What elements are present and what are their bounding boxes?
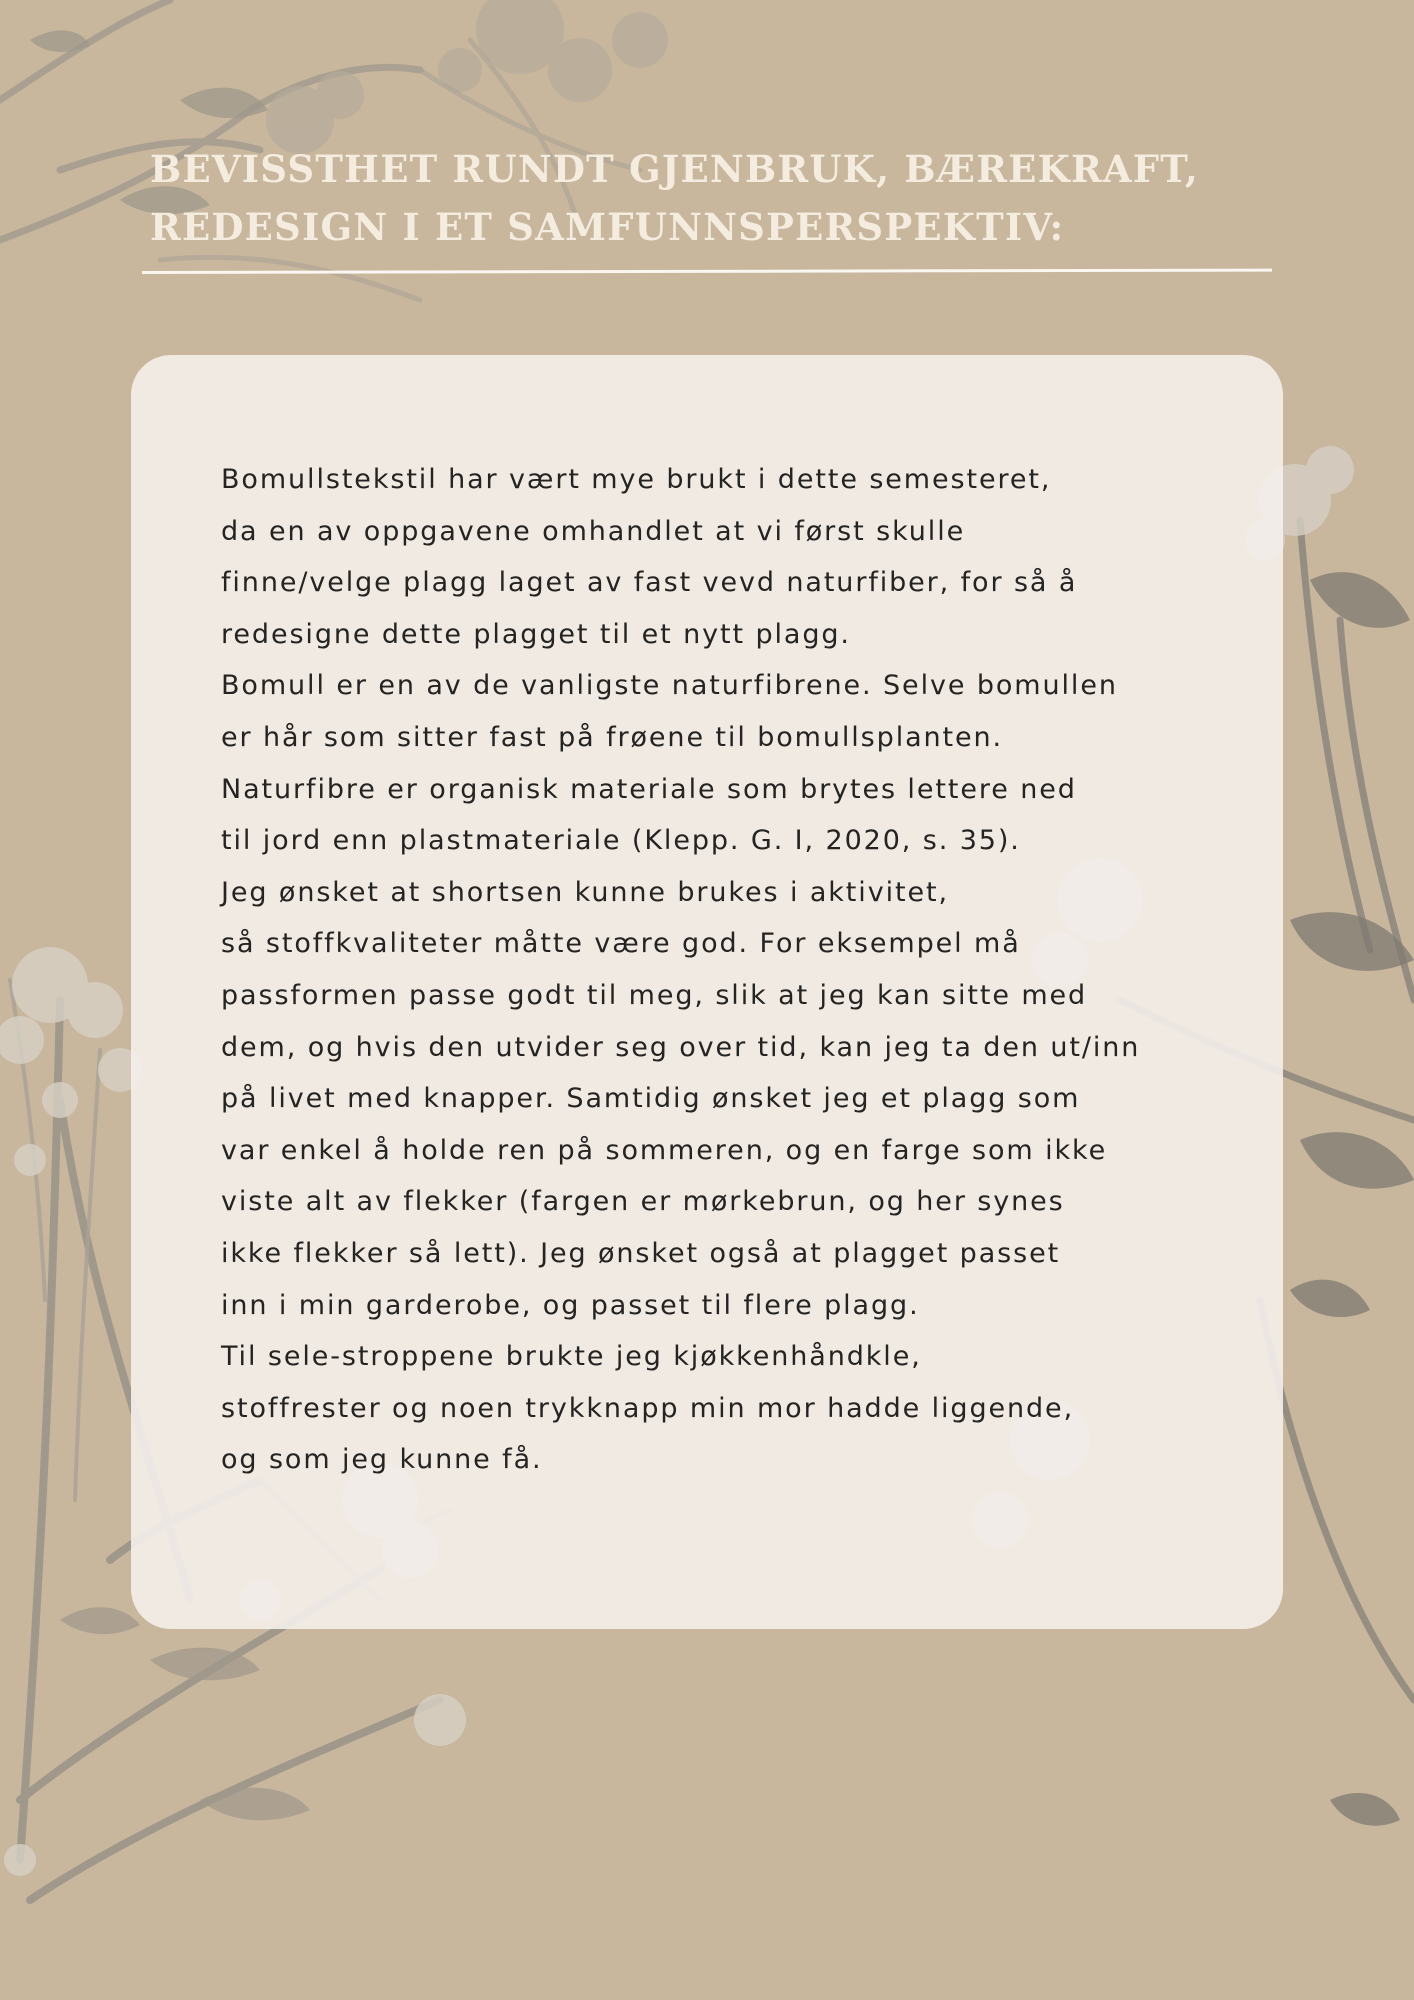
flower-heads-top: [266, 0, 668, 154]
title-line-2: REDESIGN I ET SAMFUNNSPERSPEKTIV:: [150, 205, 1065, 249]
body-line-19: stoffrester og noen trykknapp min mor hadde liggende,: [221, 1392, 1075, 1424]
body-line-7: Naturfibre er organisk materiale som brytes lettere ned: [221, 773, 1077, 805]
body-line-9: Jeg ønsket at shortsen kunne brukes i aktivitet,: [221, 876, 949, 908]
body-line-20: og som jeg kunne få.: [221, 1444, 543, 1476]
leaf-shapes-bottom-left: [60, 1607, 310, 1820]
body-line-1: Bomullstekstil har vært mye brukt i dette semesteret,: [221, 464, 1052, 495]
body-line-6: er hår som sitter fast på frøene til bomullsplanten.: [221, 721, 1004, 753]
body-line-12: dem, og hvis den utvider seg over tid, kan jeg ta den ut/inn: [221, 1031, 1141, 1063]
body-line-14: var enkel å holde ren på sommeren, og en farge som ikke: [221, 1134, 1108, 1166]
leaf-shapes-right: [1290, 572, 1414, 1826]
body-line-8: til jord enn plastmateriale (Klepp. G. I, 2020, s. 35).: [221, 825, 1021, 857]
body-line-3: finne/velge plagg laget av fast vevd naturfiber, for så å: [221, 567, 1078, 599]
body-paragraph: [221, 454, 1221, 1486]
body-line-2: da en av oppgavene omhandlet at vi først skulle: [221, 515, 966, 547]
body-line-18: Til sele-stroppene brukte jeg kjøkkenhåndkle,: [221, 1341, 922, 1373]
body-line-17: inn i min garderobe, og passet til flere plagg.: [221, 1289, 920, 1321]
title-line-1: BEVISSTHET RUNDT GJENBRUK, BÆREKRAFT,: [150, 147, 1200, 191]
body-line-16: ikke flekker så lett). Jeg ønsket også at plagget passet: [221, 1237, 1061, 1269]
body-line-5: Bomull er en av de vanligste naturfibrene. Selve bomullen: [221, 670, 1118, 702]
body-line-13: på livet med knapper. Samtidig ønsket jeg et plagg som: [221, 1083, 1081, 1115]
body-line-10: så stoffkvaliteter måtte være god. For eksempel må: [221, 928, 1021, 960]
body-line-11: passformen passe godt til meg, slik at jeg kan sitte med: [221, 979, 1088, 1011]
body-line-15: viste alt av flekker (fargen er mørkebrun, og her synes: [221, 1186, 1065, 1218]
page-title: [150, 140, 1250, 256]
body-line-4: redesigne dette plagget til et nytt plagg.: [221, 618, 851, 650]
